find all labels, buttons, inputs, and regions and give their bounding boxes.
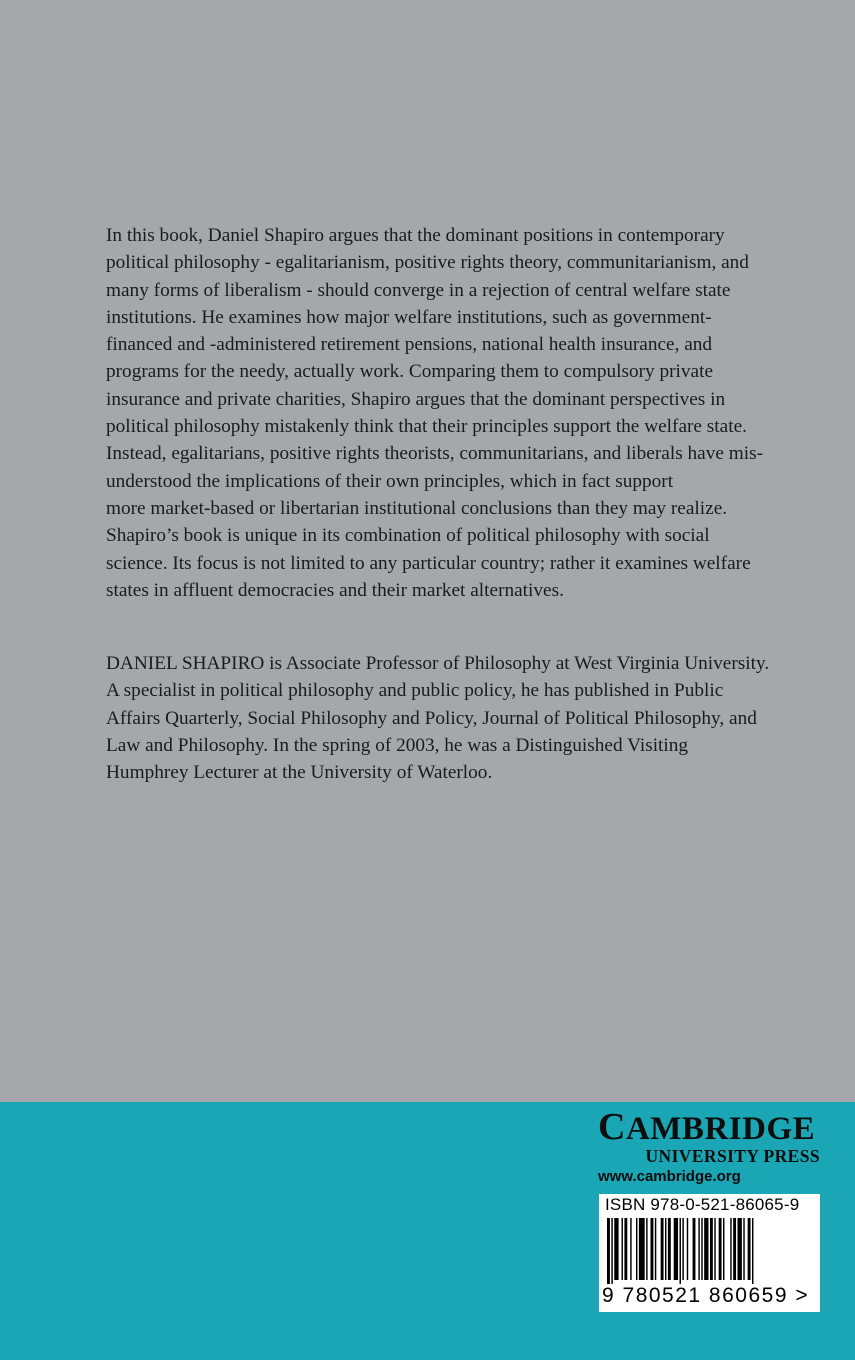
description-line: science. Its focus is not limited to any particular country; rather it examines welfare <box>106 552 751 574</box>
publisher-logo <box>598 1108 820 1187</box>
barcode-bar <box>630 1218 631 1280</box>
publisher-subtitle: UNIVERSITY PRESS <box>645 1146 820 1166</box>
publisher-url: www.cambridge.org <box>598 1168 741 1185</box>
barcode-bar <box>624 1218 627 1280</box>
barcode-bar <box>646 1218 647 1280</box>
barcode-bar <box>651 1218 654 1280</box>
bio-line: Affairs Quarterly, Social Philosophy and Policy, Journal of Political Philosophy, and <box>106 707 757 729</box>
barcode-bar <box>723 1218 724 1280</box>
barcode-bar <box>698 1218 699 1280</box>
barcode-bar <box>748 1218 751 1280</box>
description-line: Instead, egalitarians, positive rights theorists, communitarians, and liberals have mis- <box>106 443 764 465</box>
barcode-bar <box>668 1218 671 1280</box>
barcode-bar <box>614 1218 618 1280</box>
barcode-bar <box>710 1218 713 1280</box>
barcode-bar <box>693 1218 696 1280</box>
barcode-bars <box>605 1218 811 1284</box>
description-line: more market-based or libertarian institutional conclusions than they may realize. <box>106 497 728 519</box>
barcode-bar <box>655 1218 656 1280</box>
barcode-bar <box>639 1218 645 1280</box>
description-line: political philosophy mistakenly think that their principles support the welfare state. <box>106 416 747 438</box>
barcode-bar <box>607 1218 610 1284</box>
barcode-bar <box>665 1218 666 1280</box>
barcode-bar <box>733 1218 736 1280</box>
barcode-bar <box>704 1218 708 1280</box>
barcode-bar <box>701 1218 702 1280</box>
barcode-bar <box>636 1218 637 1280</box>
bio-line: A specialist in political philosophy and public policy, he has published in Public <box>106 680 724 702</box>
description-line: Shapiro’s book is unique in its combination of political philosophy with social <box>106 525 710 547</box>
description-line: understood the implications of their own principles, which in fact support <box>106 470 674 492</box>
barcode-bar <box>714 1218 715 1280</box>
author-bio <box>106 650 806 786</box>
barcode-bar <box>730 1218 731 1280</box>
description-line: states in affluent democracies and their market alternatives. <box>106 579 564 601</box>
barcode-bar <box>752 1218 753 1284</box>
barcode-bar <box>738 1218 742 1280</box>
description-line: many forms of liberalism - should converge in a rejection of central welfare state <box>106 279 731 301</box>
description-line: political philosophy - egalitarianism, positive rights theory, communitarianism, and <box>106 252 749 274</box>
isbn-barcode <box>599 1194 820 1312</box>
barcode-bar <box>674 1218 678 1280</box>
barcode-bar <box>611 1218 612 1284</box>
barcode-bar <box>622 1218 623 1280</box>
barcode-bar <box>680 1218 681 1284</box>
ean-digits: 9 780521 860659 > <box>602 1284 810 1307</box>
description-line: programs for the needy, actually work. Comparing them to compulsory private <box>106 361 714 383</box>
barcode-bar <box>661 1218 664 1280</box>
bio-line: Law and Philosophy. In the spring of 2003, he was a Distinguished Visiting <box>106 734 689 756</box>
book-description <box>106 222 806 604</box>
barcode-bar <box>743 1218 744 1280</box>
bio-line: Humphrey Lecturer at the University of Waterloo. <box>106 762 493 784</box>
barcode-bar <box>719 1218 722 1280</box>
description-line: insurance and private charities, Shapiro argues that the dominant perspectives in <box>106 388 726 410</box>
isbn-label: ISBN 978-0-521-86065-9 <box>605 1195 800 1214</box>
bio-line: DANIEL SHAPIRO is Associate Professor of Philosophy at West Virginia University. <box>106 653 770 674</box>
description-line: financed and -administered retirement pensions, national health insurance, and <box>106 334 713 356</box>
barcode-bar <box>687 1218 688 1280</box>
barcode-bar <box>682 1218 683 1280</box>
description-line: In this book, Daniel Shapiro argues that the dominant positions in contemporary <box>106 225 725 246</box>
description-line: institutions. He examines how major welfare institutions, such as government- <box>106 306 712 328</box>
publisher-name: CAMBRIDGE <box>598 1106 816 1148</box>
